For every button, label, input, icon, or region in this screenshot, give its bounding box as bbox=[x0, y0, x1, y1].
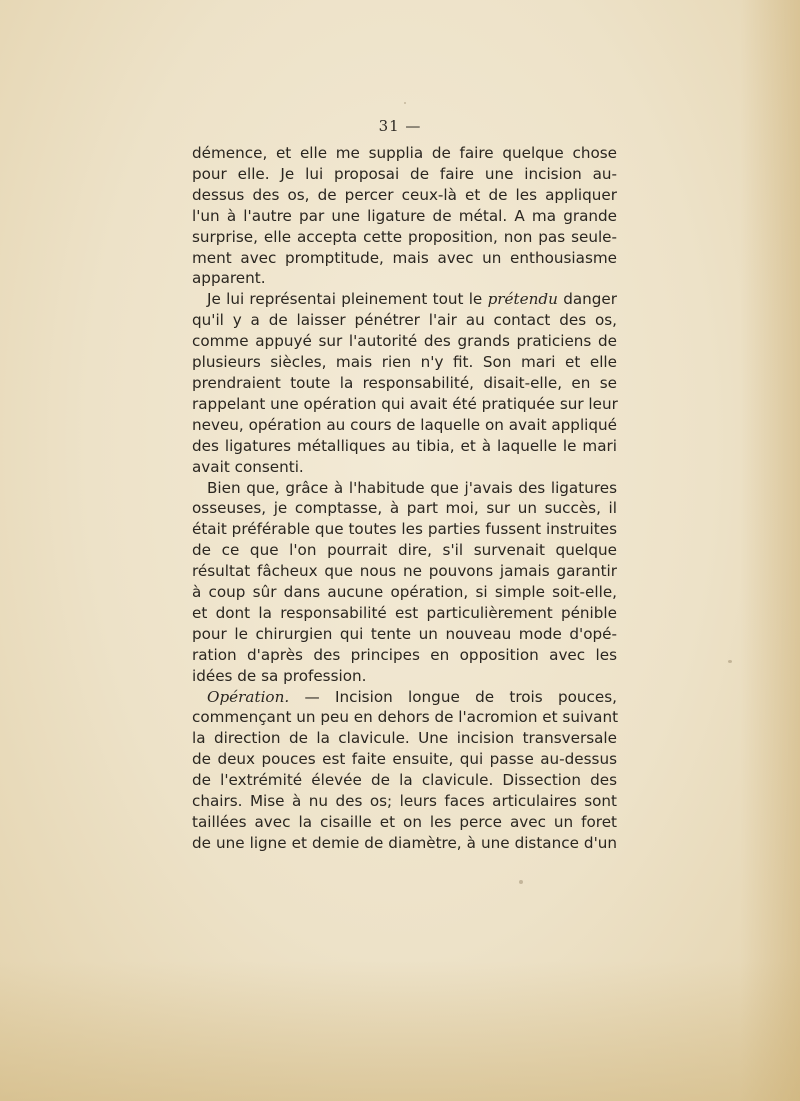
text-line: ment avec promptitude, mais avec un enthousiasme bbox=[192, 248, 617, 267]
italic-word: Opération. bbox=[207, 687, 290, 706]
page-edge-shading-bottom bbox=[0, 961, 800, 1101]
text-line: idées de sa profession. bbox=[192, 666, 367, 685]
text-line: qu'il y a de laisser pénétrer l'air au contact des os, bbox=[192, 311, 617, 330]
text-line: résultat fâcheux que nous ne pouvons jamais garantir bbox=[192, 562, 617, 581]
text-line: ration d'après des principes en opposition avec les bbox=[192, 645, 617, 664]
text-line: dessus des os, de percer ceux-là et de les appliquer bbox=[192, 185, 617, 204]
text-line: surprise, elle accepta cette proposition, non pas seule- bbox=[192, 227, 617, 246]
text-line: Je lui représentai pleinement tout le prétendu danger bbox=[207, 290, 617, 309]
text-line: était préférable que toutes les parties fussent instruites bbox=[192, 520, 617, 539]
text-line: plusieurs siècles, mais rien n'y fit. Son mari et elle bbox=[192, 353, 617, 372]
text-line: de deux pouces est faite ensuite, qui passe au-dessus bbox=[192, 750, 617, 769]
ink-spot bbox=[519, 880, 523, 884]
text-line: taillées avec la cisaille et on les perce avec un foret bbox=[192, 813, 617, 831]
page-number: 31 — bbox=[378, 117, 422, 135]
italic-word: prétendu bbox=[487, 290, 558, 309]
text-line: démence, et elle me supplia de faire quelque chose bbox=[192, 144, 617, 162]
text-line: osseuses, je comptasse, à part moi, sur un succès, il bbox=[192, 499, 617, 518]
text-line: neveu, opération au cours de laquelle on avait appliqué bbox=[192, 415, 617, 434]
text-line: de une ligne et demie de diamètre, à une distance d'un bbox=[192, 833, 617, 852]
text-line: pour elle. Je lui proposai de faire une incision au- bbox=[192, 164, 617, 183]
text-line: commençant un peu en dehors de l'acromion et suivant bbox=[192, 708, 619, 727]
text-line: de l'extrémité élevée de la clavicule. Dissection des bbox=[192, 771, 617, 790]
body-text bbox=[192, 143, 617, 854]
text-line: pour le chirurgien qui tente un nouveau mode d'opé- bbox=[192, 624, 617, 643]
text-line: à coup sûr dans aucune opération, si simple soit-elle, bbox=[192, 583, 617, 602]
text-line: chairs. Mise à nu des os; leurs faces articulaires sont bbox=[192, 792, 617, 811]
text-line: prendraient toute la responsabilité, disait-elle, en se bbox=[192, 373, 617, 392]
text-line: apparent. bbox=[192, 269, 266, 288]
text-line: Opération. — Incision longue de trois pouces, bbox=[207, 687, 617, 706]
text-line: des ligatures métalliques au tibia, et à laquelle le mari bbox=[192, 436, 617, 455]
text-line: de ce que l'on pourrait dire, s'il survenait quelque bbox=[192, 541, 617, 560]
ink-spot bbox=[728, 660, 732, 663]
page-edge-shading-right bbox=[740, 0, 800, 1101]
text-line: la direction de la clavicule. Une incision transversale bbox=[192, 729, 617, 748]
text-line: comme appuyé sur l'autorité des grands praticiens de bbox=[192, 332, 617, 351]
text-line: l'un à l'autre par une ligature de métal. A ma grande bbox=[192, 206, 617, 225]
text-line: rappelant une opération qui avait été pratiquée sur leur bbox=[192, 394, 618, 413]
text-line: avait consenti. bbox=[192, 457, 304, 476]
text-line: et dont la responsabilité est particulièrement pénible bbox=[192, 603, 617, 622]
ink-spot bbox=[404, 102, 406, 104]
text-line: Bien que, grâce à l'habitude que j'avais des ligatures bbox=[207, 478, 617, 497]
